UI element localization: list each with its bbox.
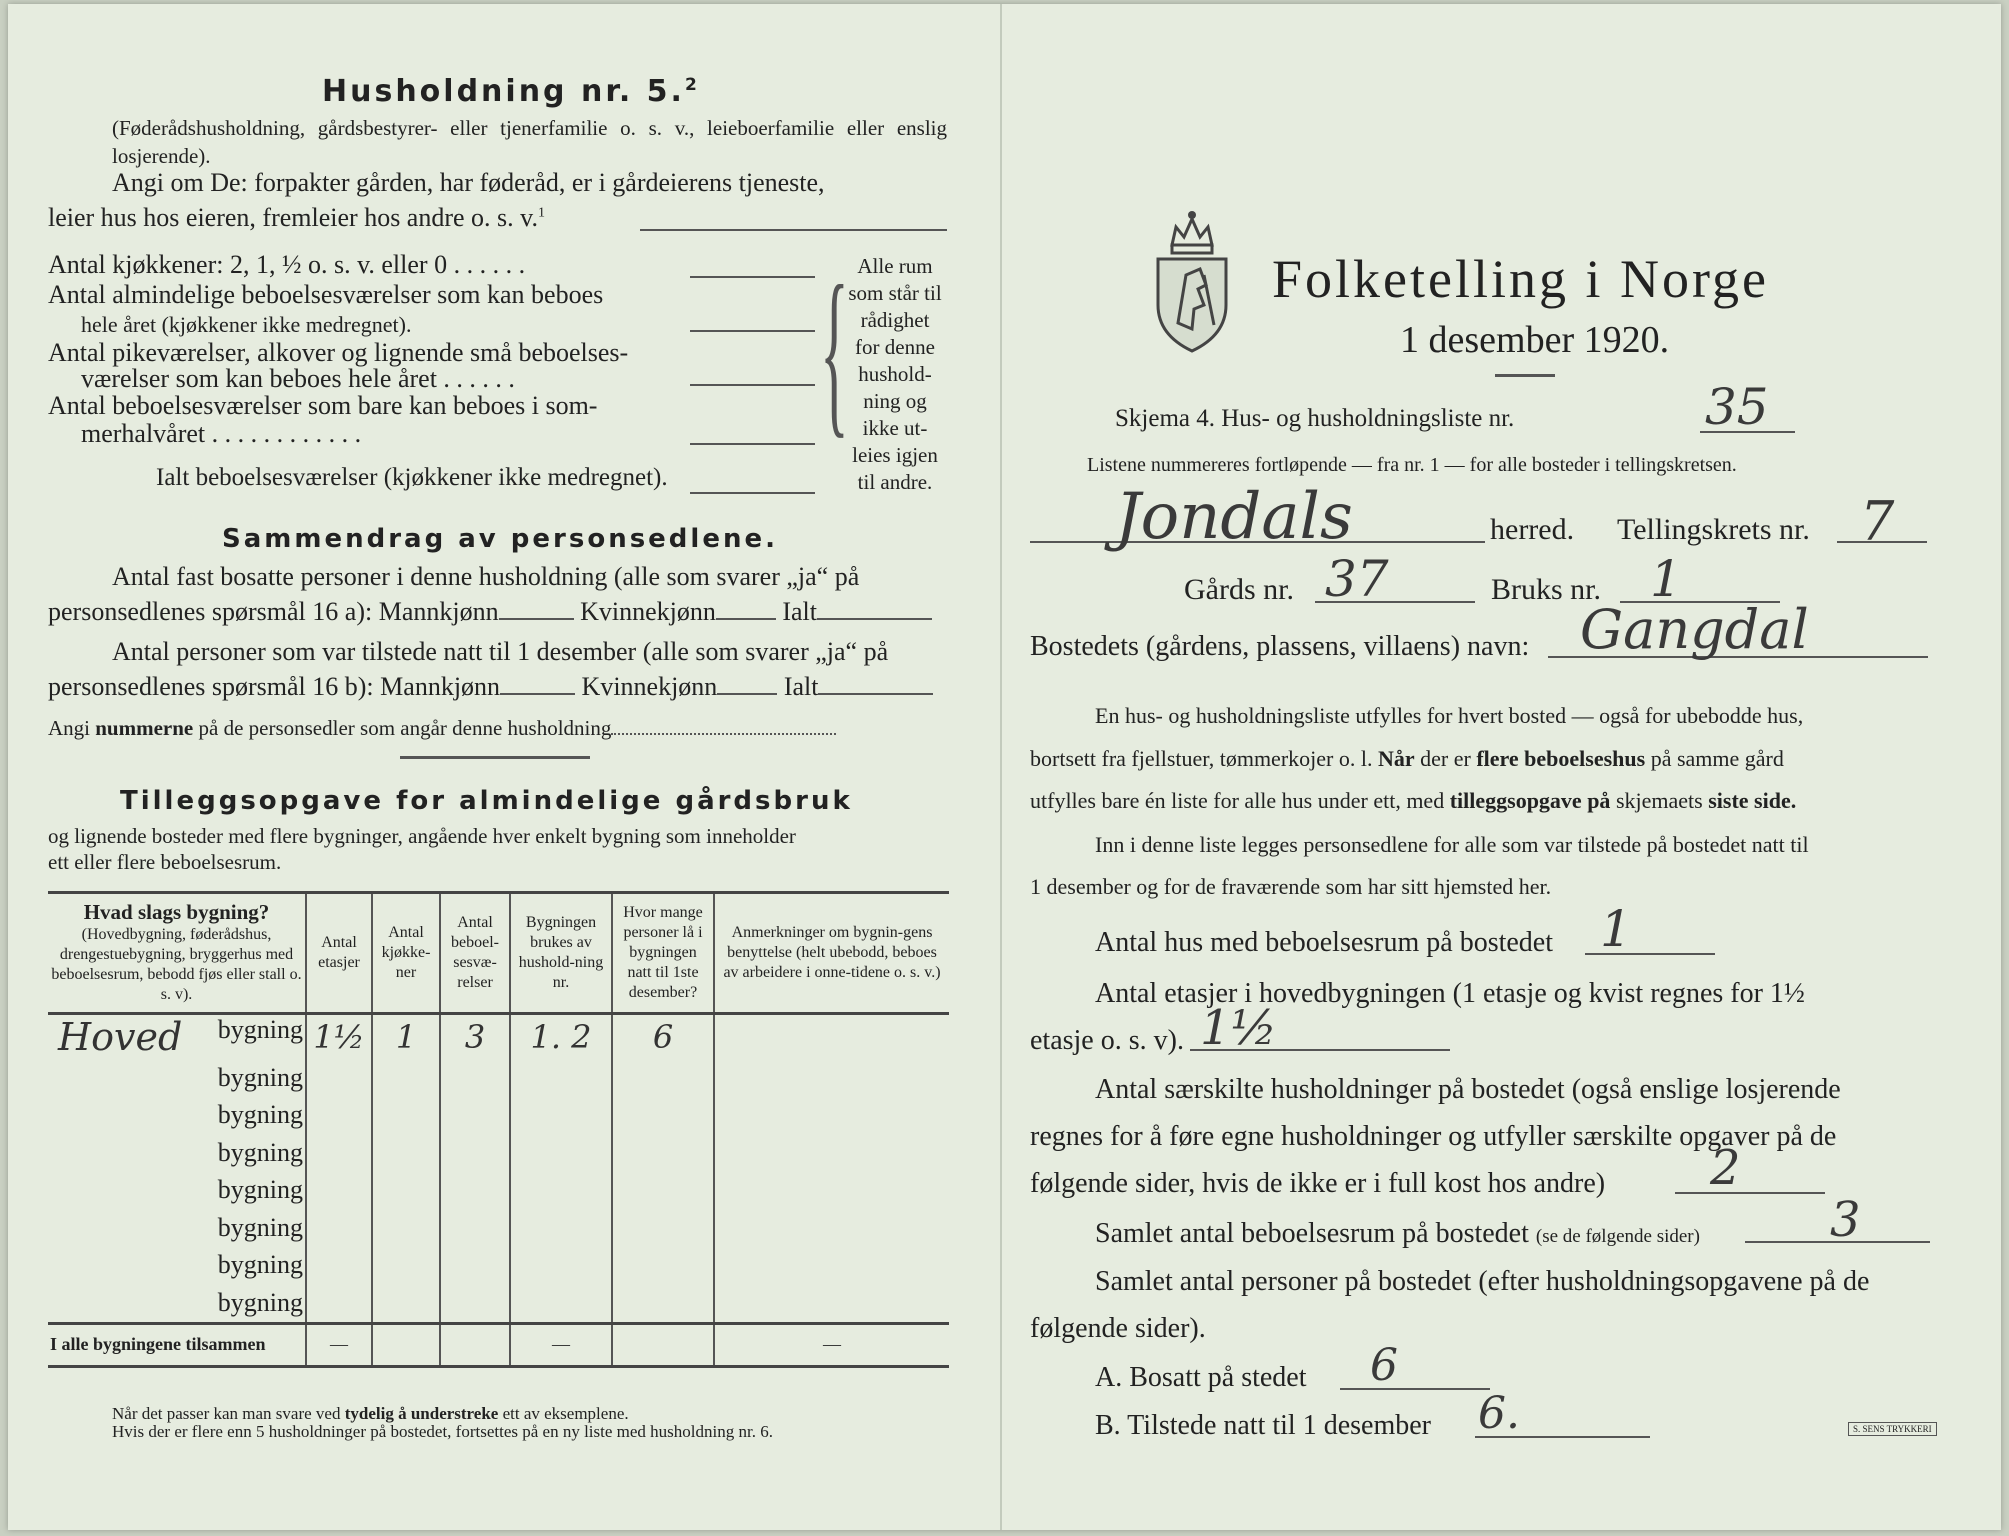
household-title: Husholdning nr. 5.$^2$ xyxy=(322,74,700,109)
angi-nummerne-line: Angi nummerne på de personsedler som angår denne husholdning xyxy=(48,716,836,741)
form-title: Folketelling i Norge xyxy=(1272,249,1769,309)
rooms-answer-line xyxy=(690,330,815,332)
cell-kjokkener[interactable] xyxy=(372,1172,440,1210)
summary-a-line-1: Antal fast bosatte personer i denne husholdning (alle som svarer „ja“ på xyxy=(112,562,860,591)
bruks-label: Bruks nr. xyxy=(1491,573,1602,606)
title-rule xyxy=(1495,374,1555,377)
q-etasjer-line-1: Antal etasjer i hovedbygningen (1 etasje og kvist regnes for 1½ xyxy=(1095,978,1805,1009)
table-row xyxy=(48,1097,949,1135)
tillegg-title: Tilleggsopgave for almindelige gårdsbruk xyxy=(120,786,853,816)
brace-note: Alle rum som står til rådighet for denne hushold- ning og ikke ut- leies igjen til andre. xyxy=(848,254,942,494)
rooms-line-7: Ialt beboelsesværelser (kjøkkener ikke medregnet). xyxy=(156,464,668,491)
cell-vaerelser[interactable] xyxy=(440,1247,510,1285)
cell-husholdning[interactable] xyxy=(510,1172,612,1210)
q-beboelsesrum-value[interactable]: 3 xyxy=(1830,1192,1861,1248)
total-vaerelser[interactable] xyxy=(440,1323,510,1366)
q-etasjer-value[interactable]: 1½ xyxy=(1200,1000,1278,1056)
table-row xyxy=(48,1172,949,1210)
tellingskrets-value[interactable]: 7 xyxy=(1860,490,1895,553)
table-row xyxy=(48,1209,949,1247)
row-building-name[interactable]: bygning xyxy=(217,1100,303,1130)
row-building-name[interactable]: bygning xyxy=(217,1212,303,1242)
total-anmerkning: — xyxy=(714,1323,949,1366)
gards-label: Gårds nr. xyxy=(1184,573,1294,606)
cell-anmerkning[interactable] xyxy=(714,1014,949,1060)
cell-kjokkener[interactable] xyxy=(372,1059,440,1097)
printer-stamp: S. SENS TRYKKERI xyxy=(1848,1422,1937,1436)
cell-personer[interactable] xyxy=(612,1172,714,1210)
q-husholdninger-line-2: regnes for å føre egne husholdninger og utfyller særskilte opgaver på de xyxy=(1030,1121,1837,1152)
summer-rooms-answer-line xyxy=(690,443,815,445)
cell-personer[interactable] xyxy=(612,1059,714,1097)
q-hus-label: Antal hus med beboelsesrum på bostedet xyxy=(1095,927,1554,958)
small-rooms-answer-line xyxy=(690,384,815,386)
cell-etasjer[interactable] xyxy=(306,1284,372,1323)
q-personer-line-2: følgende sider). xyxy=(1030,1313,1206,1344)
cell-kjokkener[interactable] xyxy=(372,1284,440,1323)
q-husholdninger-line-3: følgende sider, hvis de ikke er i full kost hos andre) xyxy=(1030,1168,1606,1199)
cell-vaerelser[interactable] xyxy=(440,1172,510,1210)
total-rooms-answer-line xyxy=(690,492,815,494)
cell-husholdning[interactable]: 1. 2 xyxy=(510,1014,612,1060)
rooms-line-4: værelser som kan beboes hele året . . . . . . xyxy=(81,364,515,393)
summary-title: Sammendrag av personsedlene. xyxy=(222,524,778,554)
total-etasjer: — xyxy=(306,1323,372,1366)
cell-anmerkning[interactable] xyxy=(714,1284,949,1323)
cell-personer[interactable]: 6 xyxy=(612,1014,714,1060)
row-building-name[interactable]: bygning xyxy=(217,1062,303,1092)
footnote-1: Når det passer kan man svare ved tydelig å understreke ett av eksemplene. xyxy=(112,1404,629,1423)
header-kjokkener: Antal kjøkke-ner xyxy=(372,893,440,1014)
cell-vaerelser[interactable] xyxy=(440,1284,510,1323)
cell-anmerkning[interactable] xyxy=(714,1247,949,1285)
angi-line-2: leier hus hos eieren, fremleier hos andre o. s. v.$^1$ xyxy=(48,203,545,232)
q-beboelsesrum-label: Samlet antal beboelsesrum på bostedet (se de følgende sider) xyxy=(1095,1218,1700,1249)
instruction-line-3: utfylles bare én liste for alle hus under ett, med tilleggsopgave på skjemaets siste side. xyxy=(1030,788,1797,813)
cell-etasjer[interactable] xyxy=(306,1209,372,1247)
table-row xyxy=(48,1284,949,1323)
tellingskrets-label: Tellingskrets nr. xyxy=(1617,513,1810,546)
header-husholdning: Bygningen brukes av hushold-ning nr. xyxy=(510,893,612,1014)
row-building-name[interactable]: bygning xyxy=(217,1175,303,1205)
cell-anmerkning[interactable] xyxy=(714,1134,949,1172)
buildings-table xyxy=(48,891,949,1368)
row-building-name[interactable]: Hoved bygning xyxy=(58,1015,303,1059)
rooms-line-6: merhalvåret . . . . . . . . . . . . xyxy=(81,419,362,448)
summary-b-line-2: personsedlenes spørsmål 16 b): Mannkjønn Kvinnekjønn Ialt xyxy=(48,672,933,702)
kitchen-answer-line xyxy=(690,276,815,278)
total-kjokkener[interactable] xyxy=(372,1323,440,1366)
form-date: 1 desember 1920. xyxy=(1400,319,1670,361)
instruction-line-1: En hus- og husholdningsliste utfylles for hvert bosted — også for ubebodde hus, xyxy=(1095,703,1804,728)
instruction-line-2: bortsett fra fjellstuer, tømmerkojer o. l. Når der er flere beboelseshus på samme gård xyxy=(1030,746,1784,771)
header-personer: Hvor mange personer lå i bygningen natt til 1ste desember? xyxy=(612,893,714,1014)
cell-vaerelser[interactable]: 3 xyxy=(440,1014,510,1060)
skjema-nr-value[interactable]: 35 xyxy=(1705,378,1769,436)
cell-kjokkener[interactable] xyxy=(372,1247,440,1285)
cell-anmerkning[interactable] xyxy=(714,1172,949,1210)
page-fold xyxy=(1000,4,1002,1530)
q-etasjer-line-2: etasje o. s. v). xyxy=(1030,1025,1184,1056)
table-row xyxy=(48,1134,949,1172)
a-bosatt-answer-line xyxy=(1340,1388,1490,1390)
table-row xyxy=(48,1059,949,1097)
q-husholdninger-value[interactable]: 2 xyxy=(1710,1140,1741,1196)
cell-husholdning[interactable] xyxy=(510,1059,612,1097)
cell-personer[interactable] xyxy=(612,1209,714,1247)
cell-anmerkning[interactable] xyxy=(714,1059,949,1097)
q-husholdninger-line-1: Antal særskilte husholdninger på bostedet (også enslige losjerende xyxy=(1095,1074,1841,1105)
row-building-name[interactable]: bygning xyxy=(217,1137,303,1167)
footnote-2: Hvis der er flere enn 5 husholdninger på bostedet, fortsettes på en ny liste med husholdning nr. 6. xyxy=(112,1422,773,1441)
cell-vaerelser[interactable] xyxy=(440,1097,510,1135)
table-row xyxy=(48,1014,949,1060)
header-vaerelser: Antal beboel-sesvæ-relser xyxy=(440,893,510,1014)
total-personer[interactable] xyxy=(612,1323,714,1366)
angi-answer-line xyxy=(640,229,947,231)
tillegg-subtitle-1: og lignende bosteder med flere bygninger, angående hver enkelt bygning som inneholder xyxy=(48,824,796,848)
herred-label: herred. xyxy=(1490,513,1575,546)
cell-personer[interactable] xyxy=(612,1284,714,1323)
table-total-row xyxy=(48,1323,949,1366)
cell-vaerelser[interactable] xyxy=(440,1209,510,1247)
header-etasjer: Antal etasjer xyxy=(306,893,372,1014)
rooms-line-5: Antal beboelsesværelser som bare kan beboes i som- xyxy=(48,391,598,420)
gards-value[interactable]: 37 xyxy=(1325,550,1389,608)
buildings-table-header xyxy=(48,893,949,1014)
cell-husholdning[interactable] xyxy=(510,1284,612,1323)
cell-personer[interactable] xyxy=(612,1097,714,1135)
coat-of-arms-icon xyxy=(1150,205,1234,355)
section-divider xyxy=(400,756,590,759)
summary-a-line-2: personsedlenes spørsmål 16 a): Mannkjønn Kvinnekjønn Ialt xyxy=(48,597,932,627)
cell-etasjer[interactable]: 1½ xyxy=(306,1014,372,1060)
cell-personer[interactable] xyxy=(612,1134,714,1172)
cell-vaerelser[interactable] xyxy=(440,1059,510,1097)
b-tilstede-label: B. Tilstede natt til 1 desember xyxy=(1095,1410,1431,1441)
row-building-name[interactable]: bygning xyxy=(217,1250,303,1280)
header-building-type: Hvad slags bygning? (Hovedbygning, føderådshus, drengestuebygning, bryggerhus med beboelsesrum, bebodd fjøs eller stall o. s. v). xyxy=(48,893,306,1014)
cell-anmerkning[interactable] xyxy=(714,1097,949,1135)
bosted-label: Bostedets (gårdens, plassens, villaens) navn: xyxy=(1030,631,1530,662)
listene-note: Listene nummereres fortløpende — fra nr. 1 — for alle bosteder i tellingskretsen. xyxy=(1087,454,1737,476)
rooms-line-0: Antal kjøkkener: 2, 1, ½ o. s. v. eller 0 . . . . . . xyxy=(48,250,526,279)
a-bosatt-value[interactable]: 6 xyxy=(1370,1340,1398,1391)
header-anmerkninger: Anmerkninger om bygnin-gens benyttelse (helt ubebodd, beboes av arbeidere i onne-tidene o. s. v.) xyxy=(714,893,949,1014)
cell-kjokkener[interactable]: 1 xyxy=(372,1014,440,1060)
cell-vaerelser[interactable] xyxy=(440,1134,510,1172)
cell-etasjer[interactable] xyxy=(306,1247,372,1285)
cell-etasjer[interactable] xyxy=(306,1134,372,1172)
cell-etasjer[interactable] xyxy=(306,1172,372,1210)
rooms-line-1: Antal almindelige beboelsesværelser som kan beboes xyxy=(48,280,604,309)
total-label: I alle bygningene tilsammen xyxy=(48,1323,306,1366)
cell-etasjer[interactable] xyxy=(306,1097,372,1135)
bosted-value[interactable]: Gangdal xyxy=(1580,598,1809,661)
cell-husholdning[interactable] xyxy=(510,1247,612,1285)
table-row xyxy=(48,1247,949,1285)
q-hus-value[interactable]: 1 xyxy=(1600,900,1632,958)
instruction-line-5: 1 desember og for de fraværende som har sitt hjemsted her. xyxy=(1030,874,1552,899)
instruction-line-4: Inn i denne liste legges personsedlene for alle som var tilstede på bostedet natt til xyxy=(1095,832,1809,857)
rooms-line-3: Antal pikeværelser, alkover og lignende små beboelses- xyxy=(48,338,629,367)
cell-husholdning[interactable] xyxy=(510,1209,612,1247)
a-bosatt-label: A. Bosatt på stedet xyxy=(1095,1362,1307,1393)
tillegg-subtitle-2: ett eller flere beboelsesrum. xyxy=(48,850,282,874)
cell-kjokkener[interactable] xyxy=(372,1134,440,1172)
household-note: (Føderådshusholdning, gårdsbestyrer- eller tjenerfamilie o. s. v., leieboerfamilie eller enslig losjerende). xyxy=(112,116,947,168)
cell-husholdning[interactable] xyxy=(510,1134,612,1172)
cell-kjokkener[interactable] xyxy=(372,1209,440,1247)
cell-personer[interactable] xyxy=(612,1247,714,1285)
b-tilstede-value[interactable]: 6. xyxy=(1478,1388,1520,1439)
total-husholdning: — xyxy=(510,1323,612,1366)
angi-line-1: Angi om De: forpakter gården, har føderåd, er i gårdeierens tjeneste, xyxy=(112,168,825,197)
summary-b-line-1: Antal personer som var tilstede natt til 1 desember (alle som svarer „ja“ på xyxy=(112,637,889,666)
skjema-line: Skjema 4. Hus- og husholdningsliste nr. xyxy=(1115,405,1515,432)
q-personer-line-1: Samlet antal personer på bostedet (efter husholdningsopgavene på de xyxy=(1095,1266,1870,1297)
q-husholdninger-answer-line xyxy=(1675,1192,1825,1194)
cell-husholdning[interactable] xyxy=(510,1097,612,1135)
brace-symbol: { xyxy=(820,248,849,454)
cell-anmerkning[interactable] xyxy=(714,1209,949,1247)
bruks-value[interactable]: 1 xyxy=(1650,550,1682,608)
rooms-line-2: hele året (kjøkkener ikke medregnet). xyxy=(81,312,412,337)
cell-kjokkener[interactable] xyxy=(372,1097,440,1135)
herred-value[interactable]: Jondals xyxy=(1115,480,1353,554)
row-building-name[interactable]: bygning xyxy=(217,1287,303,1317)
cell-etasjer[interactable] xyxy=(306,1059,372,1097)
